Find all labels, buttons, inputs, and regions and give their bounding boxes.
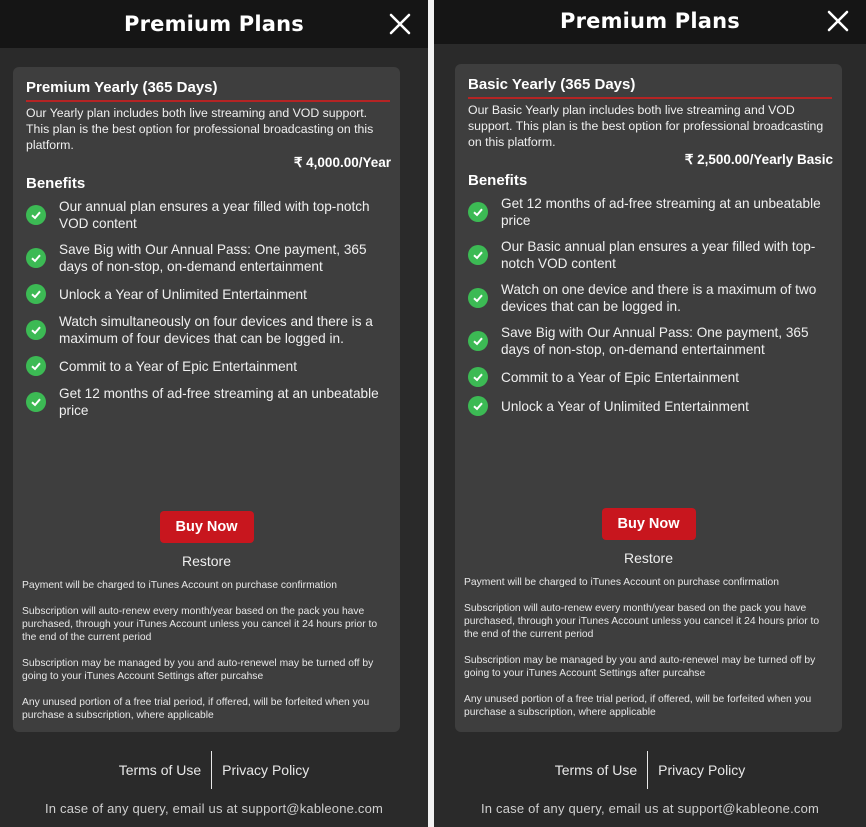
check-icon [468, 367, 488, 387]
benefit-text: Get 12 months of ad-free streaming at an unbeatable price [59, 386, 379, 418]
benefit-list [26, 198, 392, 428]
benefit-text: Commit to a Year of Epic Entertainment [59, 358, 298, 374]
restore-button[interactable]: Restore [181, 553, 232, 569]
benefit-item [26, 284, 392, 304]
close-button[interactable] [826, 9, 850, 33]
benefit-text: Our annual plan ensures a year filled with top-notch VOD content [59, 199, 370, 231]
benefit-item [26, 313, 392, 347]
check-icon [26, 320, 46, 340]
plan-card [455, 64, 842, 732]
check-icon [468, 331, 488, 351]
benefits-heading: Benefits [468, 172, 528, 189]
privacy-policy-link[interactable]: Privacy Policy [222, 762, 310, 778]
benefit-item [468, 396, 834, 416]
plan-description: Our Basic Yearly plan includes both live streaming and VOD support. This plan is the best option for professional broadcasting on this platform. [468, 103, 824, 149]
title-underline [468, 97, 832, 99]
terms-of-use-link[interactable]: Terms of Use [118, 762, 202, 778]
check-icon [468, 396, 488, 416]
benefit-text: Save Big with Our Annual Pass: One payment, 365 days of non-stop, on-demand entertainment [59, 242, 367, 274]
check-icon [26, 284, 46, 304]
plan-price: ₹ 2,500.00/Yearly Basic [684, 152, 833, 167]
term-paragraph: Payment will be charged to iTunes Account on purchase confirmation [22, 580, 337, 591]
plan-card [13, 67, 400, 732]
benefit-text: Commit to a Year of Epic Entertainment [501, 369, 740, 385]
benefit-text: Our Basic annual plan ensures a year filled with top-notch VOD content [501, 239, 816, 271]
plan-description: Our Yearly plan includes both live streaming and VOD support. This plan is the best option for professional broadcasting on this platform. [26, 106, 374, 152]
premium-yearly-screen [0, 0, 428, 827]
buy-now-button[interactable]: Buy Now [160, 511, 254, 543]
footer-links [434, 752, 866, 788]
benefit-item [26, 385, 392, 419]
benefit-text: Watch simultaneously on four devices and there is a maximum of four devices that can be logged in. [59, 314, 373, 346]
benefit-text: Watch on one device and there is a maximum of two devices that can be logged in. [501, 282, 817, 314]
benefit-item [26, 241, 392, 275]
basic-yearly-screen [434, 0, 866, 827]
terms-text [22, 579, 394, 735]
close-icon [826, 9, 850, 33]
privacy-policy-link[interactable]: Privacy Policy [658, 762, 746, 778]
term-paragraph: Subscription may be managed by you and auto-renewel may be turned off by going to your iTunes Account Settings after purcahse [22, 658, 374, 682]
benefit-text: Unlock a Year of Unlimited Entertainment [59, 286, 307, 302]
term-paragraph: Subscription will auto-renew every month/year based on the pack you have purchased, through your iTunes Account unless you cancel it 24 hours prior to the end of the current period [22, 606, 378, 643]
terms-text [464, 576, 836, 732]
contact-text: In case of any query, email us at support@kableone.com [480, 801, 820, 816]
benefit-text: Get 12 months of ad-free streaming at an unbeatable price [501, 196, 821, 228]
check-icon [26, 205, 46, 225]
benefit-item [468, 195, 834, 229]
terms-of-use-link[interactable]: Terms of Use [554, 762, 638, 778]
benefit-item [468, 324, 834, 358]
term-paragraph: Any unused portion of a free trial period, if offered, will be forfeited when you purchase a subscription, where applicable [22, 697, 370, 721]
term-paragraph: Subscription will auto-renew every month/year based on the pack you have purchased, through your iTunes Account unless you cancel it 24 hours prior to the end of the current period [464, 603, 820, 640]
benefit-list [468, 195, 834, 425]
header-bar [434, 0, 866, 44]
page-title: Premium Plans [123, 12, 305, 36]
plan-title: Basic Yearly (365 Days) [468, 76, 636, 93]
check-icon [468, 202, 488, 222]
close-icon [388, 12, 412, 36]
benefits-heading: Benefits [26, 175, 86, 192]
footer-links [0, 752, 428, 788]
contact-text: In case of any query, email us at support@kableone.com [44, 801, 384, 816]
term-paragraph: Any unused portion of a free trial period, if offered, will be forfeited when you purchase a subscription, where applicable [464, 694, 812, 718]
term-paragraph: Subscription may be managed by you and auto-renewel may be turned off by going to your iTunes Account Settings after purcahse [464, 655, 816, 679]
check-icon [26, 392, 46, 412]
benefit-item [26, 356, 392, 376]
term-paragraph: Payment will be charged to iTunes Account on purchase confirmation [464, 577, 779, 588]
check-icon [468, 245, 488, 265]
check-icon [468, 288, 488, 308]
benefit-text: Save Big with Our Annual Pass: One payment, 365 days of non-stop, on-demand entertainment [501, 325, 809, 357]
plan-price: ₹ 4,000.00/Year [293, 155, 391, 170]
header-bar [0, 0, 428, 48]
plan-title: Premium Yearly (365 Days) [26, 79, 218, 96]
benefit-item [468, 281, 834, 315]
title-underline [26, 100, 390, 102]
restore-button[interactable]: Restore [623, 550, 674, 566]
buy-now-button[interactable]: Buy Now [602, 508, 696, 540]
page-title: Premium Plans [559, 9, 741, 33]
benefit-item [26, 198, 392, 232]
benefit-text: Unlock a Year of Unlimited Entertainment [501, 398, 749, 414]
close-button[interactable] [388, 12, 412, 36]
check-icon [26, 356, 46, 376]
check-icon [26, 248, 46, 268]
benefit-item [468, 367, 834, 387]
benefit-item [468, 238, 834, 272]
